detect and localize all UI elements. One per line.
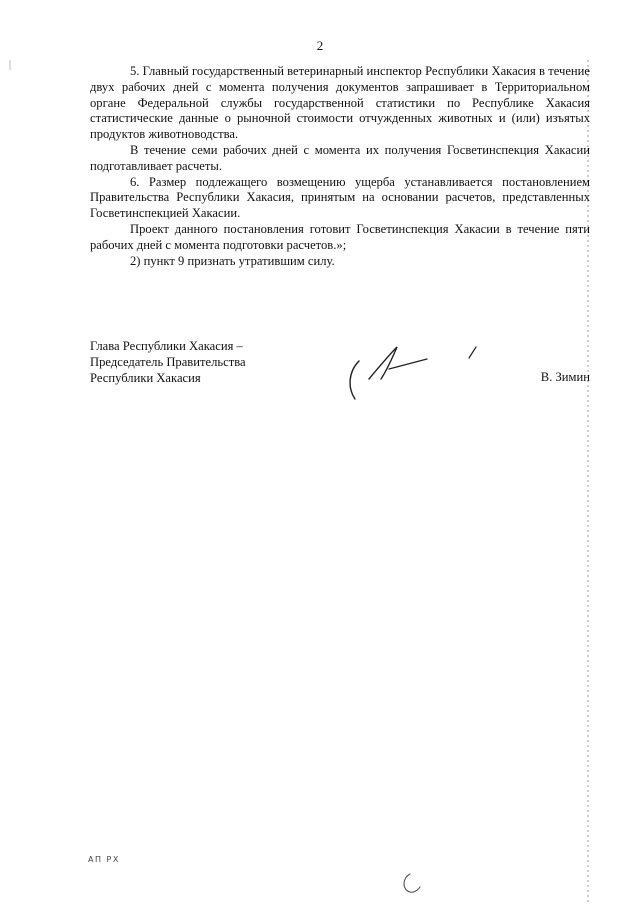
scan-mark-icon — [398, 870, 428, 900]
paragraph-item-6: 6. Размер подлежащего возмещению ущерба устанавливается постановлением Правительства Республики Хакасия, принятым на основании расчетов, представленных Госветинспекцией Хакасии. — [90, 174, 590, 221]
signer-position-line: Председатель Правительства — [90, 354, 246, 369]
paragraph-draft-resolution: Проект данного постановления готовит Госветинспекция Хакасии в течение пяти рабочих дней с момента подготовки расчетов.»; — [90, 221, 590, 252]
paragraph-item-5: 5. Главный государственный ветеринарный инспектор Республики Хакасия в течение двух рабочих дней с момента получения документов запрашивает в Территориальном органе Федеральной службы государственной статистики по Республике Хакасия статистические данные о рыночной стоимости отчужденных животных и (или) изъятых продуктов животноводства. — [90, 64, 590, 142]
page-number: 2 — [316, 38, 324, 53]
signature-block — [90, 339, 590, 399]
signer-position-line: Глава Республики Хакасия – — [90, 339, 243, 353]
handwritten-signature — [345, 339, 495, 403]
footer-code: АП РХ — [88, 855, 120, 864]
signer-position — [90, 339, 246, 386]
document-body — [90, 64, 590, 269]
paragraph-calculations: В течение семи рабочих дней с момента их получения Госветинспекция Хакасии подготавливает расчеты. — [90, 142, 590, 173]
signer-position-line: Республики Хакасия — [90, 370, 201, 385]
paragraph-item-9-repeal: 2) пункт 9 признать утратившим силу. — [130, 253, 335, 268]
signer-name: В. Зимин — [540, 370, 590, 384]
